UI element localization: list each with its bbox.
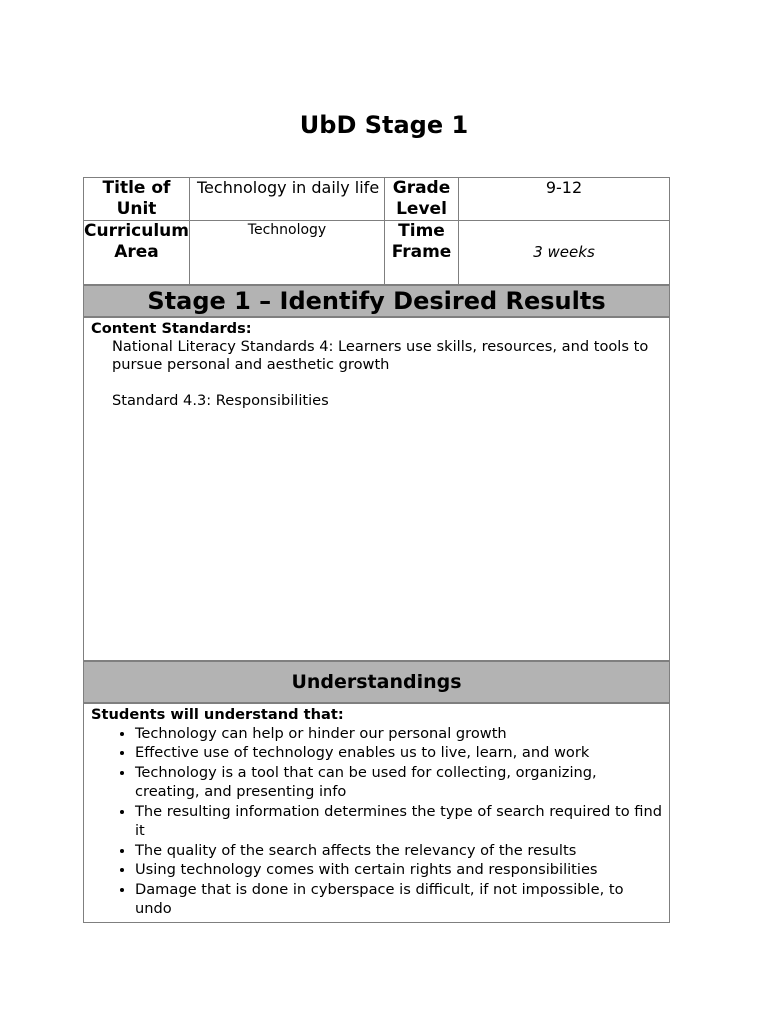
understandings-list xyxy=(91,724,662,919)
time-frame-value: 3 weeks xyxy=(459,221,670,285)
understandings-intro: Students will understand that: xyxy=(91,705,344,723)
list-item: • Technology can help or hinder our personal growth xyxy=(135,724,662,744)
list-item: • Effective use of technology enables us to live, learn, and work xyxy=(135,743,662,763)
content-standards-cell xyxy=(84,317,670,661)
list-item: • Technology is a tool that can be used for collecting, organizing, creating, and presenting info xyxy=(135,763,662,802)
list-item: • The quality of the search affects the relevancy of the results xyxy=(135,841,662,861)
curriculum-area-value: Technology xyxy=(190,221,385,285)
ubd-table xyxy=(83,177,670,923)
list-item: • Using technology comes with certain rights and responsibilities xyxy=(135,860,662,880)
grade-level-label: Grade Level xyxy=(385,178,459,221)
standard-item: National Literacy Standards 4: Learners use skills, resources, and tools to pursue personal and aesthetic growth xyxy=(112,337,649,373)
stage1-heading: Stage 1 – Identify Desired Results xyxy=(84,285,670,317)
page-title: UbD Stage 1 xyxy=(299,111,469,139)
content-standards-label: Content Standards: xyxy=(91,319,252,337)
grade-level-value: 9-12 xyxy=(459,178,670,221)
title-of-unit-value: Technology in daily life xyxy=(190,178,385,221)
understandings-cell xyxy=(84,703,670,923)
time-frame-label: Time Frame xyxy=(385,221,459,285)
standard-item: Standard 4.3: Responsibilities xyxy=(112,391,329,409)
understandings-heading: Understandings xyxy=(84,661,670,703)
list-item: • Damage that is done in cyberspace is difficult, if not impossible, to undo xyxy=(135,880,662,919)
curriculum-area-label: Curriculum Area xyxy=(84,221,190,285)
list-item: • The resulting information determines the type of search required to find it xyxy=(135,802,662,841)
title-of-unit-label: Title of Unit xyxy=(84,178,190,221)
